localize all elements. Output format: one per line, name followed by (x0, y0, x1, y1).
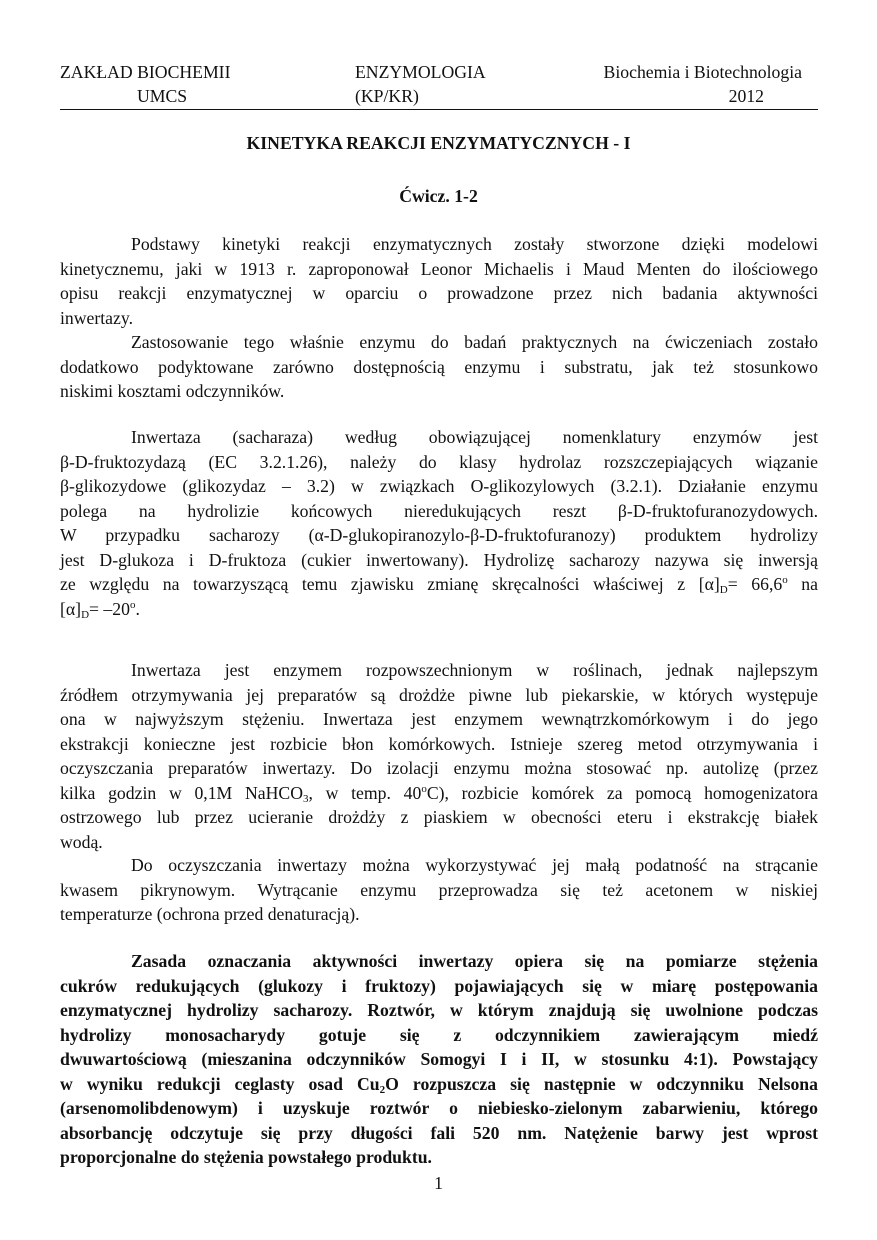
text-run: ze względu na towarzyszącą temu zjawisku zmianę skręcalności właściwej z [α] (60, 574, 720, 594)
text-run: ona w najwyższym stężeniu. Inwertaza jest enzymem wewnątrzkomórkowym i do jego (60, 709, 818, 729)
text-run: proporcjonalne do stężenia powstałego produktu. (60, 1147, 432, 1167)
subscript: D (719, 584, 728, 596)
text-run: polega na hydrolizie końcowych nieredukujących reszt β-D-fruktofuranozydowych. (60, 500, 818, 521)
subscript: D (81, 608, 90, 621)
text-run: temperaturze (ochrona przed denaturacją). (60, 904, 360, 924)
text-line (60, 523, 818, 548)
text-run: enzymatycznej hydrolizy sacharozy. Roztwór, w którym znajdują się uwolnione podczas (60, 1000, 818, 1020)
paragraph-enzyme-choice (60, 330, 818, 404)
superscript: o (782, 574, 788, 587)
text-run: Do oczyszczania inwertazy można wykorzystywać jej małą podatność na strącanie (131, 855, 818, 875)
text-line (60, 306, 818, 331)
text-run: Podstawy kinetyki reakcji enzymatycznych zostały stworzone dzięki modelowi (131, 234, 818, 254)
subscript: 2 (379, 1083, 386, 1096)
text-line (60, 658, 818, 683)
text-line (60, 474, 818, 499)
text-line (60, 281, 818, 306)
text-run: Inwertaza (sacharaza) według obowiązującej nomenklatury enzymów jest (131, 427, 818, 447)
text-run: ostrzowego lub przez ucieranie drożdży z piaskiem w obecności eteru i ekstrakcję białek (60, 807, 818, 827)
text-line (60, 974, 818, 999)
text-run: , w temp. 40 (308, 782, 422, 803)
text-line (60, 379, 818, 404)
text-line (60, 878, 818, 903)
text-run: oczyszczania preparatów inwertazy. Do izolacji enzymu można stosować np. autolizę (przez (60, 758, 818, 778)
text-run: dwuwartościową (mieszanina odczynników Somogyi I i II, w stosunku 4:1). Powstający (60, 1049, 818, 1069)
text-line (60, 949, 818, 974)
header-year: 2012 (728, 86, 764, 106)
text-line (60, 683, 818, 708)
header-course-code: (KP/KR) (355, 86, 419, 106)
text-run: źródłem otrzymywania jej preparatów są drożdże piwne lub piekarskie, w których występuje (60, 684, 818, 705)
text-run: (arsenomolibdenowym) i uzyskuje roztwór o niebiesko-zielonym zabarwieniu, którego (60, 1098, 818, 1118)
text-line (60, 830, 818, 855)
text-line (60, 355, 818, 380)
text-line (60, 1145, 818, 1170)
text-line (60, 425, 818, 450)
text-run: cukrów redukujących (glukozy i fruktozy) pojawiających się w miarę postępowania (60, 975, 818, 996)
text-line (60, 732, 818, 757)
text-line (60, 781, 818, 806)
header-course: ENZYMOLOGIA (355, 62, 486, 82)
exercise-subtitle: Ćwicz. 1-2 (399, 186, 478, 206)
text-line (60, 1072, 818, 1097)
text-line (60, 232, 818, 257)
text-run: dodatkowo podyktowane zarówno dostępnością enzymu i substratu, jak też stosunkowo (60, 356, 818, 377)
text-line (60, 805, 818, 830)
superscript: o (421, 782, 427, 795)
text-line (60, 1121, 818, 1146)
paragraph-invertase-sources (60, 658, 818, 854)
text-run: . (135, 598, 140, 619)
text-line (60, 450, 818, 475)
text-line (60, 572, 818, 597)
text-line (60, 853, 818, 878)
text-line (60, 597, 818, 622)
text-run: opisu reakcji enzymatycznej w oparciu o prowadzone przez nich badania aktywności (60, 283, 818, 303)
text-run: C), rozbicie komórek za pomocą homogenizatora (426, 782, 819, 803)
text-line (60, 998, 818, 1023)
text-run: na (787, 574, 818, 594)
text-run: Zasada oznaczania aktywności inwertazy opiera się na pomiarze stężenia (131, 951, 818, 971)
text-line (60, 1047, 818, 1072)
text-run: β-glikozydowe (glikozydaz – 3.2) w związkach O-glikozylowych (3.2.1). Działanie enzymu (60, 476, 818, 496)
text-run: ekstrakcji konieczne jest rozbicie błon komórkowych. Istnieje szereg metod otrzymywania i (60, 733, 818, 754)
text-line (60, 1023, 818, 1048)
text-run: hydrolizy monosacharydy gotuje się z odczynnikiem zawierającym miedź (60, 1024, 818, 1045)
text-line (60, 548, 818, 573)
text-line (60, 257, 818, 282)
text-run: wodą. (60, 831, 103, 852)
page-number: 1 (434, 1173, 443, 1193)
text-line (60, 756, 818, 781)
text-line (60, 499, 818, 524)
header-program: Biochemia i Biotechnologia (603, 62, 802, 82)
superscript: o (129, 598, 136, 611)
header-divider (60, 109, 818, 110)
paragraph-invertase-classification (60, 425, 818, 621)
text-run: O rozpuszcza się następnie w odczynniku Nelsona (385, 1073, 818, 1094)
page-title: KINETYKA REAKCJI ENZYMATYCZNYCH - I (246, 133, 631, 153)
text-run: w wyniku redukcji ceglasty osad Cu (60, 1073, 380, 1094)
text-run: niskimi kosztami odczynników. (60, 381, 285, 401)
text-line (60, 1096, 818, 1121)
text-run: W przypadku sacharozy (α-D-glukopiranozylo-β-D-fruktofuranozy) produktem hydrolizy (60, 525, 818, 545)
text-line (60, 707, 818, 732)
text-run: = 66,6 (727, 574, 783, 594)
text-run: jest D-glukoza i D-fruktoza (cukier inwertowany). Hydrolizę sacharozy nazywa się inwersją (60, 549, 818, 570)
text-line (60, 902, 818, 927)
text-run: [α] (60, 598, 82, 619)
text-line (60, 330, 818, 355)
subscript: 3 (302, 792, 309, 805)
text-run: = –20 (89, 598, 130, 619)
text-run: inwertazy. (60, 307, 134, 328)
text-run: kwasem pikrynowym. Wytrącanie enzymu przeprowadza się też acetonem w niskiej (60, 879, 818, 900)
text-run: Inwertaza jest enzymem rozpowszechnionym w roślinach, jednak najlepszym (131, 660, 818, 680)
paragraph-assay-principle (60, 949, 818, 1170)
text-run: kinetycznemu, jaki w 1913 r. zaproponował Leonor Michaelis i Maud Menten do ilościowego (60, 258, 818, 279)
text-run: Zastosowanie tego właśnie enzymu do badań praktycznych na ćwiczeniach zostało (131, 332, 818, 352)
header-university: UMCS (137, 86, 188, 106)
text-run: β-D-fruktozydazą (EC 3.2.1.26), należy do klasy hydrolaz rozszczepiających wiązanie (60, 451, 818, 472)
header-department: ZAKŁAD BIOCHEMII (60, 62, 231, 82)
text-run: absorbancję odczytuje się przy długości fali 520 nm. Natężenie barwy jest wprost (60, 1122, 818, 1143)
text-run: kilka godzin w 0,1M NaHCO (60, 782, 303, 803)
paragraph-intro (60, 232, 818, 330)
paragraph-purification (60, 853, 818, 927)
